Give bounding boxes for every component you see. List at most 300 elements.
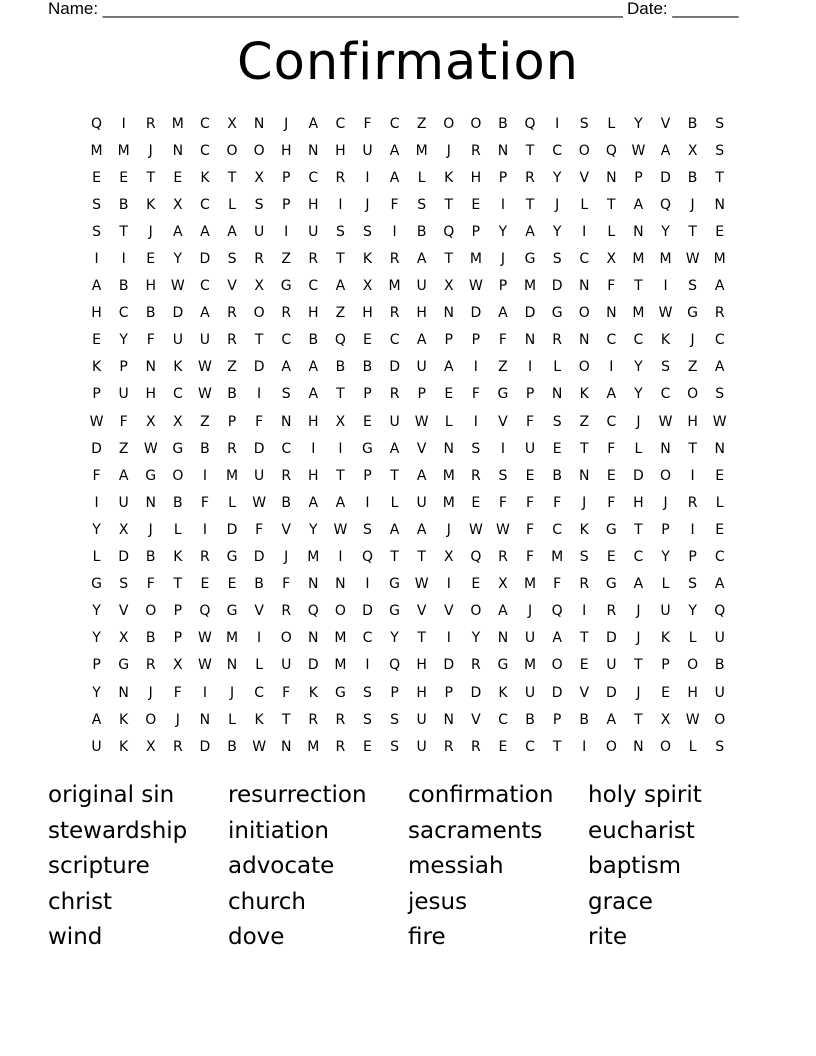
grid-letter[interactable]: X [443,278,454,295]
grid-letter[interactable]: K [579,521,589,538]
grid-letter[interactable]: Q [524,115,536,132]
grid-letter[interactable]: S [227,251,237,268]
grid-letter[interactable]: I [338,440,343,457]
grid-letter[interactable]: F [526,413,535,430]
grid-letter[interactable]: R [308,711,319,728]
grid-letter[interactable]: X [227,115,237,132]
grid-letter[interactable]: D [633,467,644,484]
grid-letter[interactable]: N [253,115,265,132]
grid-letter[interactable]: O [687,657,699,674]
grid-letter[interactable]: B [227,386,237,403]
grid-letter[interactable]: W [198,359,212,376]
grid-letter[interactable]: M [388,278,401,295]
grid-letter[interactable]: E [579,657,589,674]
grid-letter[interactable]: S [715,115,725,132]
grid-letter[interactable]: T [579,440,589,457]
grid-letter[interactable]: K [362,251,373,268]
grid-letter[interactable]: L [688,738,697,755]
grid-letter[interactable]: M [90,142,103,159]
grid-letter[interactable]: I [121,115,126,132]
grid-letter[interactable]: Y [173,251,183,268]
grid-letter[interactable]: A [173,223,183,240]
grid-letter[interactable]: T [444,251,454,268]
grid-letter[interactable]: S [688,278,698,295]
grid-letter[interactable]: F [607,494,616,511]
grid-letter[interactable]: O [578,359,590,376]
grid-letter[interactable]: J [500,251,506,268]
grid-letter[interactable]: Q [307,603,319,620]
grid-letter[interactable]: M [469,251,482,268]
grid-letter[interactable]: A [308,494,319,511]
grid-letter[interactable]: C [714,549,725,566]
grid-letter[interactable]: J [284,549,289,566]
grid-letter[interactable]: J [690,196,695,213]
grid-letter[interactable]: Q [334,332,346,349]
grid-letter[interactable]: B [145,305,156,322]
grid-letter[interactable]: R [389,251,400,268]
grid-letter[interactable]: D [524,305,536,322]
grid-letter[interactable]: A [118,467,129,484]
grid-letter[interactable]: H [416,305,427,322]
grid-letter[interactable]: B [335,359,346,376]
grid-letter[interactable]: J [365,196,370,213]
grid-letter[interactable]: I [500,440,506,457]
grid-letter[interactable]: V [579,169,590,186]
grid-letter[interactable]: H [308,467,319,484]
grid-letter[interactable]: W [252,494,267,511]
grid-letter[interactable]: Y [471,630,481,647]
grid-letter[interactable]: A [281,359,291,376]
grid-letter[interactable]: H [308,196,319,213]
grid-letter[interactable]: H [145,278,156,295]
grid-letter[interactable]: W [198,657,212,674]
grid-letter[interactable]: L [634,440,643,457]
grid-letter[interactable]: R [281,603,292,620]
grid-letter[interactable]: X [254,169,264,186]
grid-letter[interactable]: S [335,223,345,240]
grid-letter[interactable]: P [227,413,237,430]
grid-letter[interactable]: N [497,630,509,647]
grid-letter[interactable]: N [714,196,725,213]
grid-letter[interactable]: I [473,413,478,430]
grid-letter[interactable]: W [198,630,212,647]
grid-letter[interactable]: D [470,305,482,322]
grid-letter[interactable]: E [173,169,183,186]
grid-letter[interactable]: J [663,494,668,511]
grid-letter[interactable]: F [607,278,616,295]
grid-letter[interactable]: P [417,386,426,403]
grid-letter[interactable]: N [308,630,319,647]
grid-letter[interactable]: I [257,630,262,647]
grid-letter[interactable]: S [390,711,400,728]
grid-letter[interactable]: I [446,576,451,593]
grid-letter[interactable]: U [524,684,536,701]
grid-letter[interactable]: U [91,738,102,755]
grid-letter[interactable]: M [524,576,537,593]
grid-letter[interactable]: B [498,115,508,132]
grid-letter[interactable]: C [254,684,264,701]
grid-letter[interactable]: I [365,494,370,511]
grid-letter[interactable]: R [470,142,481,159]
grid-letter[interactable]: H [416,657,427,674]
grid-letter[interactable]: C [606,413,617,430]
grid-letter[interactable]: C [579,251,590,268]
grid-letter[interactable]: L [444,413,453,430]
grid-letter[interactable]: I [365,657,370,674]
grid-letter[interactable]: E [363,738,372,755]
grid-letter[interactable]: D [443,657,455,674]
grid-letter[interactable]: G [145,467,157,484]
grid-letter[interactable]: A [714,359,725,376]
grid-letter[interactable]: Y [92,684,101,701]
grid-letter[interactable]: T [607,196,616,213]
grid-letter[interactable]: W [252,738,267,755]
grid-letter[interactable]: F [255,413,264,430]
grid-letter[interactable]: L [661,576,670,593]
grid-letter[interactable]: T [390,467,399,484]
grid-letter[interactable]: J [446,521,451,538]
grid-letter[interactable]: P [552,711,562,728]
grid-letter[interactable]: A [525,223,535,240]
grid-letter[interactable]: C [362,630,373,647]
grid-letter[interactable]: T [634,711,643,728]
grid-letter[interactable]: I [609,359,614,376]
grid-letter[interactable]: Q [443,223,455,240]
grid-letter[interactable]: E [119,169,129,186]
grid-letter[interactable]: T [552,738,562,755]
grid-letter[interactable]: O [578,142,590,159]
grid-letter[interactable]: O [578,305,590,322]
grid-letter[interactable]: V [118,603,129,620]
grid-letter[interactable]: Z [579,413,590,430]
grid-letter[interactable]: F [607,440,616,457]
grid-letter[interactable]: U [362,142,373,159]
grid-letter[interactable]: M [524,278,537,295]
grid-letter[interactable]: R [254,251,264,268]
grid-letter[interactable]: W [170,278,185,295]
grid-letter[interactable]: W [658,413,673,430]
grid-letter[interactable]: N [633,738,644,755]
grid-letter[interactable]: U [416,738,427,755]
grid-letter[interactable]: P [471,332,481,349]
grid-letter[interactable]: O [334,603,346,620]
grid-letter[interactable]: P [119,359,128,376]
grid-letter[interactable]: I [582,223,587,240]
grid-letter[interactable]: N [606,305,617,322]
grid-letter[interactable]: X [118,630,129,647]
grid-letter[interactable]: F [553,576,562,593]
grid-letter[interactable]: Q [660,196,672,213]
grid-letter[interactable]: R [389,386,400,403]
grid-letter[interactable]: Y [92,603,101,620]
grid-letter[interactable]: E [606,467,616,484]
grid-letter[interactable]: W [685,711,700,728]
grid-letter[interactable]: D [253,440,265,457]
grid-letter[interactable]: A [389,521,400,538]
grid-letter[interactable]: C [552,521,563,538]
grid-letter[interactable]: V [498,413,508,430]
grid-letter[interactable]: A [416,521,427,538]
grid-letter[interactable]: O [172,467,184,484]
grid-letter[interactable]: J [148,521,153,538]
grid-letter[interactable]: X [443,549,454,566]
grid-letter[interactable]: P [363,467,372,484]
grid-letter[interactable]: J [148,223,153,240]
grid-letter[interactable]: P [498,169,508,186]
grid-letter[interactable]: L [228,494,236,511]
grid-letter[interactable]: U [416,494,427,511]
grid-letter[interactable]: I [582,738,587,755]
grid-letter[interactable]: X [660,711,671,728]
grid-letter[interactable]: G [172,440,184,457]
grid-letter[interactable]: S [254,196,264,213]
grid-letter[interactable]: I [338,196,343,213]
grid-letter[interactable]: T [227,169,237,186]
grid-letter[interactable]: C [606,332,617,349]
grid-letter[interactable]: M [632,305,645,322]
grid-letter[interactable]: R [714,305,725,322]
grid-letter[interactable]: H [280,142,292,159]
grid-letter[interactable]: T [525,196,535,213]
grid-letter[interactable]: P [363,386,372,403]
grid-letter[interactable]: Z [200,413,210,430]
grid-letter[interactable]: O [687,386,699,403]
grid-letter[interactable]: P [92,657,101,674]
grid-letter[interactable]: N [443,711,454,728]
grid-letter[interactable]: P [92,386,101,403]
grid-letter[interactable]: T [444,196,454,213]
grid-letter[interactable]: B [118,196,129,213]
grid-letter[interactable]: W [631,142,646,159]
grid-letter[interactable]: F [390,196,399,213]
grid-letter[interactable]: A [552,630,562,647]
grid-letter[interactable]: A [389,169,400,186]
grid-letter[interactable]: J [229,684,235,701]
grid-letter[interactable]: I [500,196,506,213]
grid-letter[interactable]: N [714,440,725,457]
grid-letter[interactable]: S [715,738,725,755]
grid-letter[interactable]: R [281,305,292,322]
grid-letter[interactable]: D [551,684,563,701]
grid-letter[interactable]: Y [634,386,643,403]
grid-letter[interactable]: F [526,494,535,511]
grid-letter[interactable]: F [282,576,291,593]
grid-letter[interactable]: K [200,169,210,186]
grid-letter[interactable]: O [253,142,265,159]
grid-letter[interactable]: N [199,711,211,728]
grid-letter[interactable]: N [308,142,319,159]
grid-letter[interactable]: E [444,386,454,403]
grid-letter[interactable]: Y [92,630,101,647]
grid-letter[interactable]: R [335,711,346,728]
grid-letter[interactable]: Z [335,305,346,322]
grid-letter[interactable]: W [658,305,673,322]
grid-letter[interactable]: C [552,142,563,159]
grid-letter[interactable]: N [226,657,238,674]
grid-letter[interactable]: O [470,115,482,132]
grid-letter[interactable]: R [227,305,237,322]
grid-letter[interactable]: S [363,711,372,728]
grid-letter[interactable]: K [146,196,156,213]
grid-letter[interactable]: E [715,521,725,538]
grid-letter[interactable]: F [498,332,507,349]
grid-letter[interactable]: A [335,494,346,511]
grid-letter[interactable]: O [226,142,238,159]
grid-letter[interactable]: P [661,521,670,538]
grid-letter[interactable]: G [687,305,699,322]
grid-letter[interactable]: D [470,684,482,701]
grid-letter[interactable]: P [390,684,399,701]
grid-letter[interactable]: D [226,521,238,538]
grid-letter[interactable]: G [605,521,617,538]
grid-letter[interactable]: S [417,196,427,213]
grid-letter[interactable]: K [173,549,183,566]
grid-letter[interactable]: U [118,494,129,511]
grid-letter[interactable]: L [580,196,589,213]
grid-letter[interactable]: X [173,413,183,430]
grid-letter[interactable]: R [145,115,156,132]
grid-letter[interactable]: L [553,359,562,376]
grid-letter[interactable]: H [308,305,319,322]
grid-letter[interactable]: N [497,142,509,159]
grid-letter[interactable]: I [94,251,99,268]
grid-letter[interactable]: X [173,657,183,674]
grid-letter[interactable]: Y [634,359,643,376]
grid-letter[interactable]: Z [498,359,508,376]
grid-letter[interactable]: B [118,278,129,295]
grid-letter[interactable]: O [145,711,157,728]
grid-letter[interactable]: K [660,630,671,647]
grid-letter[interactable]: E [525,467,535,484]
grid-letter[interactable]: K [498,684,508,701]
grid-letter[interactable]: X [254,278,264,295]
grid-letter[interactable]: M [334,657,347,674]
grid-letter[interactable]: M [117,142,130,159]
grid-letter[interactable]: O [280,630,292,647]
grid-letter[interactable]: M [632,251,645,268]
grid-letter[interactable]: F [526,549,535,566]
grid-letter[interactable]: A [335,278,346,295]
grid-letter[interactable]: F [255,521,264,538]
grid-letter[interactable]: U [281,657,292,674]
grid-letter[interactable]: U [714,630,725,647]
grid-letter[interactable]: I [311,440,316,457]
grid-letter[interactable]: P [281,169,291,186]
grid-letter[interactable]: N [145,494,156,511]
grid-letter[interactable]: H [470,169,482,186]
grid-letter[interactable]: B [714,657,725,674]
grid-letter[interactable]: F [498,494,507,511]
grid-letter[interactable]: B [525,711,535,728]
grid-letter[interactable]: O [714,711,726,728]
grid-letter[interactable]: U [714,684,725,701]
grid-letter[interactable]: T [579,630,589,647]
grid-letter[interactable]: Q [605,142,617,159]
grid-letter[interactable]: Q [551,603,563,620]
grid-letter[interactable]: Y [390,630,399,647]
grid-letter[interactable]: A [714,576,725,593]
grid-letter[interactable]: I [473,359,478,376]
grid-letter[interactable]: K [308,684,318,701]
grid-letter[interactable]: I [202,684,207,701]
grid-letter[interactable]: U [660,603,671,620]
grid-letter[interactable]: T [281,711,291,728]
grid-letter[interactable]: S [92,196,101,213]
grid-letter[interactable]: Z [118,440,129,457]
grid-letter[interactable]: N [335,576,346,593]
grid-letter[interactable]: P [661,657,670,674]
grid-letter[interactable]: A [416,467,427,484]
grid-letter[interactable]: H [362,305,373,322]
grid-letter[interactable]: V [416,440,427,457]
grid-letter[interactable]: P [498,278,508,295]
grid-letter[interactable]: C [714,332,725,349]
grid-letter[interactable]: A [660,142,671,159]
grid-letter[interactable]: E [606,549,616,566]
grid-letter[interactable]: G [334,684,346,701]
grid-letter[interactable]: E [715,223,725,240]
grid-letter[interactable]: A [200,223,210,240]
grid-letter[interactable]: U [606,657,617,674]
grid-letter[interactable]: K [173,359,183,376]
grid-letter[interactable]: L [715,494,724,511]
grid-letter[interactable]: T [417,549,426,566]
grid-letter[interactable]: I [365,576,370,593]
grid-letter[interactable]: E [471,576,481,593]
grid-letter[interactable]: E [363,413,372,430]
grid-letter[interactable]: G [389,603,400,620]
grid-letter[interactable]: U [524,630,536,647]
grid-letter[interactable]: C [308,169,319,186]
grid-letter[interactable]: W [143,440,158,457]
grid-letter[interactable]: U [524,440,536,457]
grid-letter[interactable]: Q [361,549,373,566]
grid-letter[interactable]: F [146,332,155,349]
grid-letter[interactable]: O [145,603,157,620]
grid-letter[interactable]: T [688,223,697,240]
grid-letter[interactable]: E [498,738,508,755]
grid-letter[interactable]: S [688,576,698,593]
grid-letter[interactable]: N [606,169,617,186]
grid-letter[interactable]: N [308,576,319,593]
grid-letter[interactable]: L [228,196,236,213]
grid-letter[interactable]: Y [634,115,643,132]
grid-letter[interactable]: A [443,359,454,376]
grid-letter[interactable]: U [308,223,319,240]
grid-letter[interactable]: J [636,684,641,701]
grid-letter[interactable]: S [363,223,372,240]
grid-letter[interactable]: M [659,251,672,268]
grid-letter[interactable]: Q [199,603,211,620]
grid-letter[interactable]: M [225,630,239,647]
grid-letter[interactable]: Z [227,359,237,376]
grid-letter[interactable]: A [416,332,427,349]
grid-letter[interactable]: W [414,576,429,593]
grid-letter[interactable]: A [227,223,237,240]
grid-letter[interactable]: W [468,278,483,295]
grid-letter[interactable]: R [200,549,210,566]
grid-letter[interactable]: D [389,359,400,376]
grid-letter[interactable]: A [91,711,102,728]
grid-letter[interactable]: H [416,684,427,701]
grid-letter[interactable]: S [119,576,129,593]
grid-letter[interactable]: U [172,332,183,349]
grid-letter[interactable]: J [284,115,289,132]
grid-letter[interactable]: S [579,115,589,132]
grid-letter[interactable]: E [200,576,210,593]
grid-letter[interactable]: O [253,305,265,322]
grid-letter[interactable]: P [634,169,643,186]
